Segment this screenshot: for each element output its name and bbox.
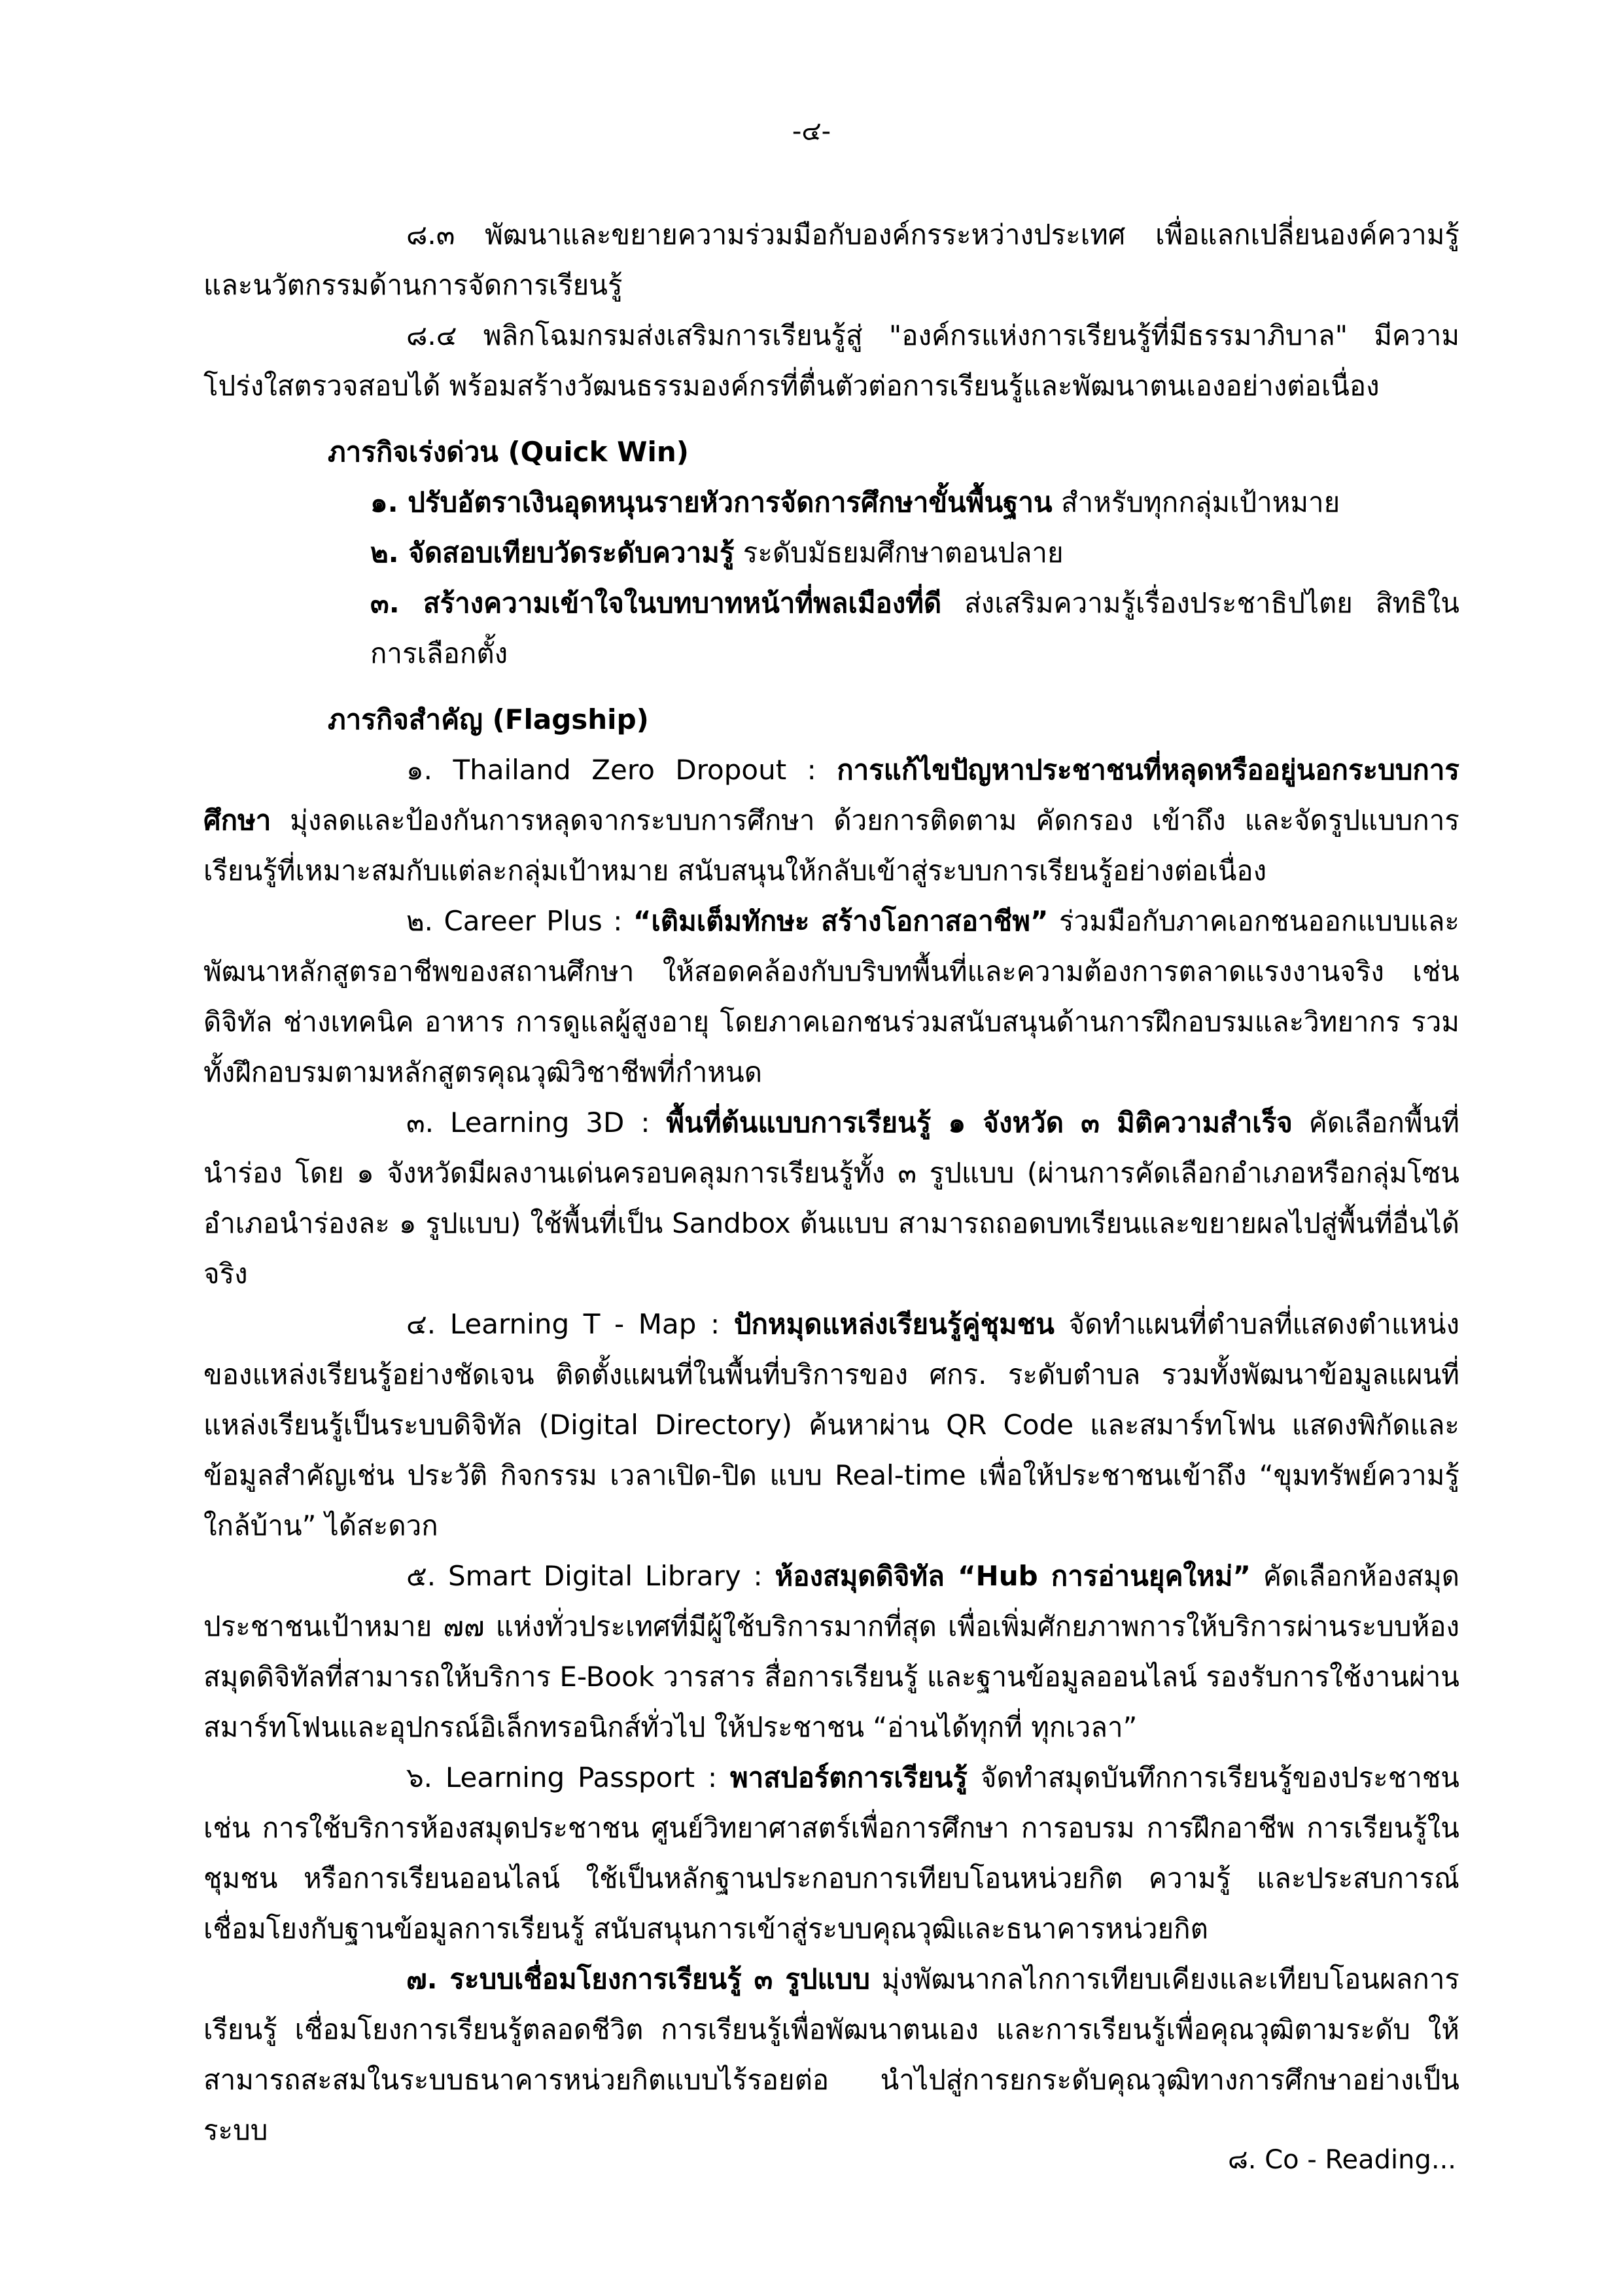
quick-win-heading: ภารกิจเร่งด่วน (Quick Win): [328, 436, 689, 468]
quick-win-item-title: ๓. สร้างความเข้าใจในบทบาทหน้าที่พลเมืองที่ดี: [370, 587, 942, 619]
flagship-item-title: พื้นที่ต้นแบบการเรียนรู้ ๑ จังหวัด ๓ มิติความสำเร็จ: [666, 1106, 1293, 1139]
quick-win-item-text: ส่งเสริมความรู้เรื่องประชาธิปไตย สิทธิในการเลือกตั้ง: [370, 587, 1460, 669]
flagship-item: [203, 1551, 1459, 1752]
page-number: -๔-: [792, 116, 831, 147]
flagship-item-text: จัดทำสมุดบันทึกการเรียนรู้ของประชาชน เช่น การใช้บริการห้องสมุดประชาชน ศูนย์วิทยาศาสตร์เพื่อการศึกษา การอบรม การฝึกอาชีพ การเรียนรู้ในชุมชน หรือการเรียนออนไลน์ ใช้เป็นหลักฐานประกอบการเทียบโอนหน่วยกิต ความรู้ และประสบการณ์ เชื่อมโยงกับฐานข้อมูลการเรียนรู้ สนับสนุนการเข้าสู่ระบบคุณวุฒิและธนาคารหน่วยกิต: [203, 1761, 1459, 1945]
quick-win-item: [203, 578, 1459, 679]
flagship-item-lead: ๖. Learning Passport :: [406, 1761, 730, 1793]
flagship-item: [203, 1752, 1459, 1954]
flagship-item: [203, 1299, 1459, 1551]
quick-win-item-title: ๒. จัดสอบเทียบวัดระดับความรู้: [370, 537, 735, 569]
quick-win-item-title: ๑. ปรับอัตราเงินอุดหนุนรายหัวการจัดการศึกษาขั้นพื้นฐาน: [370, 486, 1053, 518]
flagship-item-title: พาสปอร์ตการเรียนรู้: [730, 1761, 968, 1793]
paragraph-8-4: ๘.๔ พลิกโฉมกรมส่งเสริมการเรียนรู้สู่ "องค์กรแห่งการเรียนรู้ที่มีธรรมาภิบาล" มีความโปร่งใสตรวจสอบได้ พร้อมสร้างวัฒนธรรมองค์กรที่ตื่นตัวต่อการเรียนรู้และพัฒนาตนเองอย่างต่อเนื่อง: [203, 319, 1459, 402]
flagship-item-text: จัดทำแผนที่ตำบลที่แสดงตำแหน่งของแหล่งเรียนรู้อย่างชัดเจน ติดตั้งแผนที่ในพื้นที่บริการของ ศกร. ระดับตำบล รวมทั้งพัฒนาข้อมูลแผนที่แหล่งเรียนรู้เป็นระบบดิจิทัล (Digital Directory) ค้นหาผ่าน QR Code และสมาร์ทโฟน แสดงพิกัดและข้อมูลสำคัญเช่น ประวัติ กิจกรรม เวลาเปิด-ปิด แบบ Real-time เพื่อให้ประชาชนเข้าถึง “ขุมทรัพย์ความรู้ใกล้บ้าน” ได้สะดวก: [203, 1308, 1459, 1542]
flagship-item: [203, 896, 1459, 1097]
flagship-item-title: การแก้ไขปัญหาประชาชนที่หลุดหรืออยู่นอกระบบการศึกษา: [203, 754, 1459, 836]
flagship-item-lead: ๕. Smart Digital Library :: [406, 1560, 775, 1592]
flagship-item-text: ร่วมมือกับภาคเอกชนออกแบบและพัฒนาหลักสูตรอาชีพของสถานศึกษา ให้สอดคล้องกับบริบทพื้นที่และความต้องการตลาดแรงงานจริง เช่น ดิจิทัล ช่างเทคนิค อาหาร การดูแลผู้สูงอายุ โดยภาคเอกชนร่วมสนับสนุนด้านการฝึกอบรมและวิทยากร รวมทั้งฝึกอบรมตามหลักสูตรคุณวุฒิวิชาชีพที่กำหนด: [203, 905, 1459, 1088]
flagship-item-title: ห้องสมุดดิจิทัล “Hub การอ่านยุคใหม่”: [775, 1560, 1251, 1592]
flagship-item-text: คัดเลือกห้องสมุดประชาชนเป้าหมาย ๗๗ แห่งทั่วประเทศที่มีผู้ใช้บริการมากที่สุด เพื่อเพิ่มศักยภาพการให้บริการผ่านระบบห้องสมุดดิจิทัลที่สามารถให้บริการ E-Book วารสาร สื่อการเรียนรู้ และฐานข้อมูลออนไลน์ รองรับการใช้งานผ่านสมาร์ทโฟนและอุปกรณ์อิเล็กทรอนิกส์ทั่วไป ให้ประชาชน “อ่านได้ทุกที่ ทุกเวลา”: [203, 1560, 1460, 1743]
flagship-item-title: “เติมเต็มทักษะ สร้างโอกาสอาชีพ”: [633, 905, 1049, 937]
quick-win-item: [203, 527, 1459, 578]
flagship-item: [203, 745, 1459, 896]
quick-win-item: [203, 477, 1459, 527]
flagship-heading: ภารกิจสำคัญ (Flagship): [328, 703, 649, 735]
flagship-item-lead: ๑. Thailand Zero Dropout :: [406, 754, 837, 786]
continuation-note: ๘. Co - Reading...: [1227, 2145, 1456, 2175]
flagship-item-title: ปักหมุดแหล่งเรียนรู้คู่ชุมชน: [733, 1308, 1055, 1340]
flagship-item-lead: ๒. Career Plus :: [406, 905, 633, 937]
flagship-item-text: มุ่งลดและป้องกันการหลุดจากระบบการศึกษา ด้วยการติดตาม คัดกรอง เข้าถึง และจัดรูปแบบการเรียนรู้ที่เหมาะสมกับแต่ละกลุ่มเป้าหมาย สนับสนุนให้กลับเข้าสู่ระบบการเรียนรู้อย่างต่อเนื่อง: [203, 804, 1459, 887]
flagship-item-title: ๗. ระบบเชื่อมโยงการเรียนรู้ ๓ รูปแบบ: [406, 1963, 870, 1995]
paragraph-8-3: ๘.๓ พัฒนาและขยายความร่วมมือกับองค์กรระหว่างประเทศ เพื่อแลกเปลี่ยนองค์ความรู้และนวัตกรรมด้านการจัดการเรียนรู้: [203, 219, 1459, 301]
flagship-item: [203, 1097, 1459, 1299]
flagship-item: [203, 1954, 1459, 2155]
document-body: [203, 209, 1459, 2155]
quick-win-item-text: ระดับมัธยมศึกษาตอนปลาย: [734, 537, 1064, 569]
quick-win-item-text: สำหรับทุกกลุ่มเป้าหมาย: [1052, 486, 1340, 518]
flagship-item-text: คัดเลือกพื้นที่นำร่อง โดย ๑ จังหวัดมีผลงานเด่นครอบคลุมการเรียนรู้ทั้ง ๓ รูปแบบ (ผ่านการคัดเลือกอำเภอหรือกลุ่มโซนอำเภอนำร่องละ ๑ รูปแบบ) ใช้พื้นที่เป็น Sandbox ต้นแบบ สามารถถอดบทเรียนและขยายผลไปสู่พื้นที่อื่นได้จริง: [203, 1106, 1459, 1290]
flagship-item-text: มุ่งพัฒนากลไกการเทียบเคียงและเทียบโอนผลการเรียนรู้ เชื่อมโยงการเรียนรู้ตลอดชีวิต การเรียนรู้เพื่อพัฒนาตนเอง และการเรียนรู้เพื่อคุณวุฒิตามระดับ ให้สามารถสะสมในระบบธนาคารหน่วยกิตแบบไร้รอยต่อ นำไปสู่การยกระดับคุณวุฒิทางการศึกษาอย่างเป็นระบบ: [203, 1963, 1459, 2146]
flagship-item-lead: ๔. Learning T - Map :: [406, 1308, 734, 1340]
flagship-item-lead: ๓. Learning 3D :: [406, 1106, 667, 1139]
